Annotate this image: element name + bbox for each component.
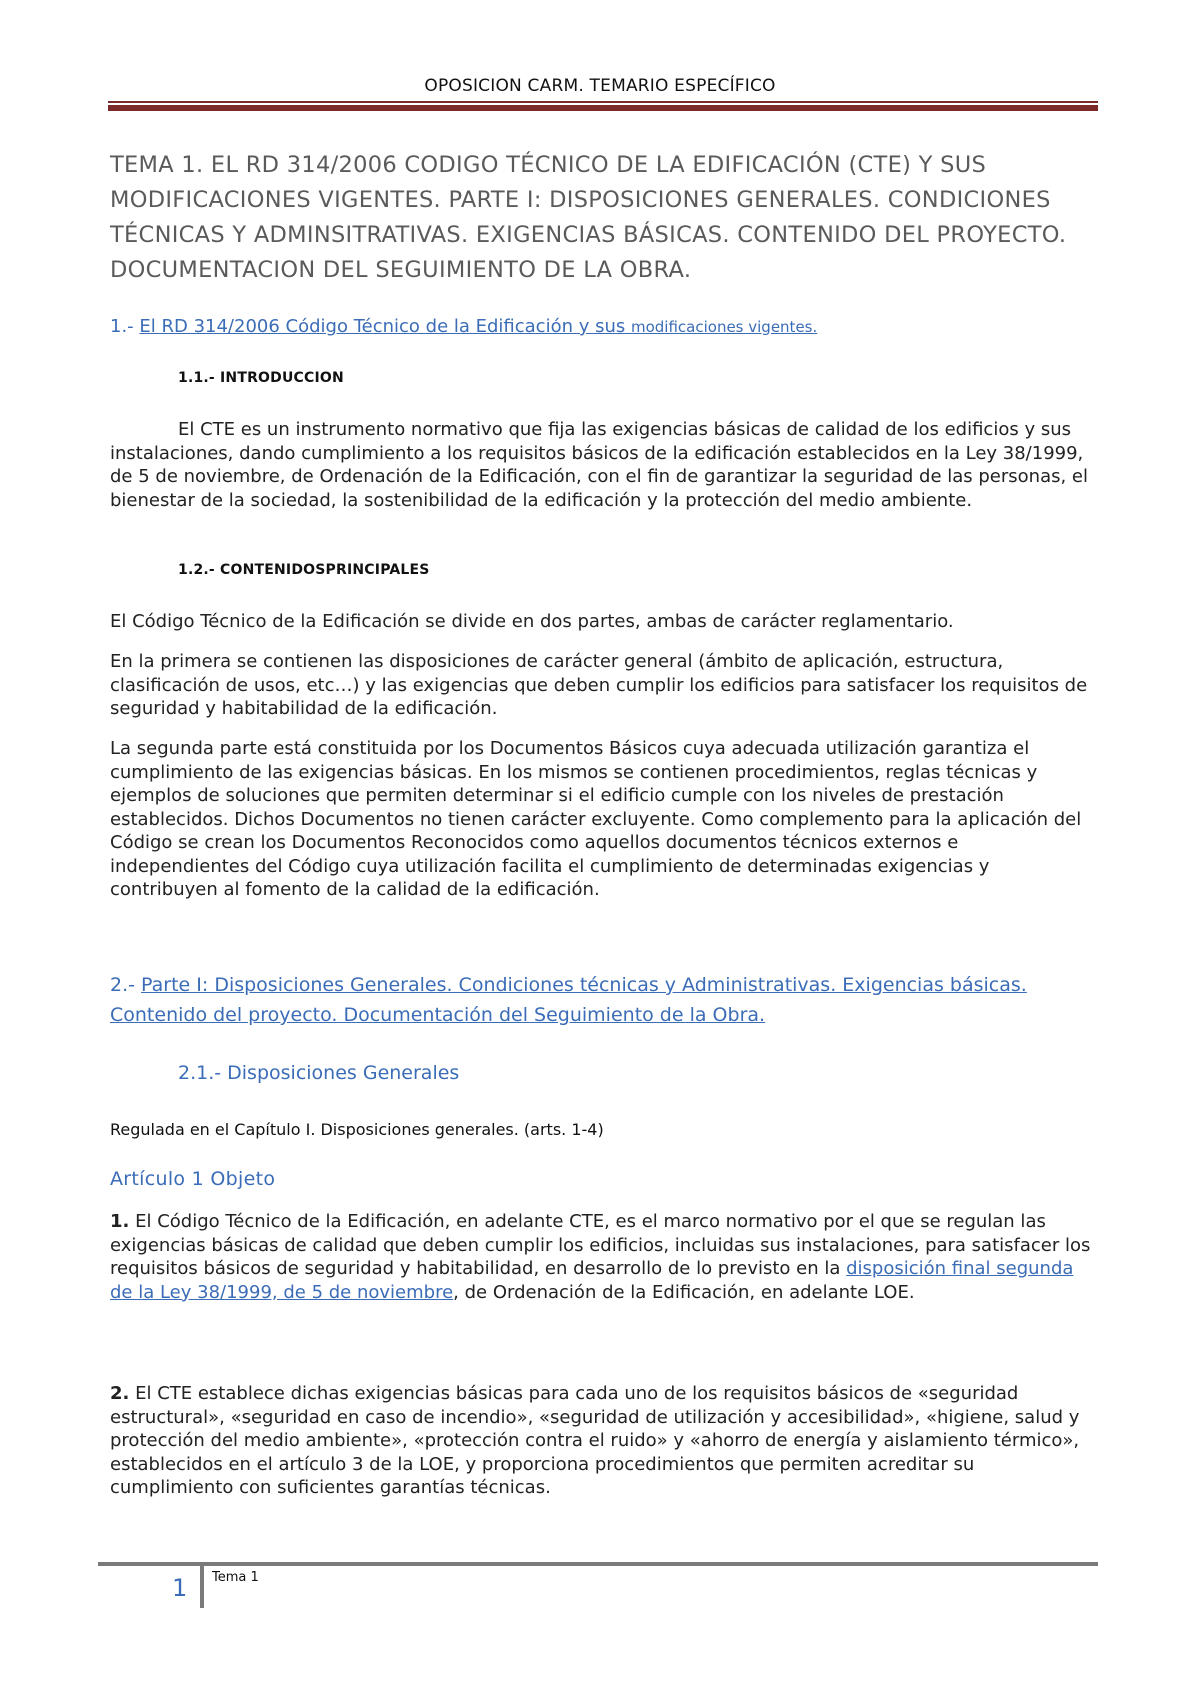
running-header: OPOSICION CARM. TEMARIO ESPECÍFICO — [424, 76, 776, 96]
subsection-2-1-heading: 2.1.- Disposiciones Generales — [178, 1062, 460, 1084]
section-2-link[interactable]: Parte I: Disposiciones Generales. Condiciones técnicas y Administrativas. Exigencias básicas. Contenido del proyecto. Documentación del Seguimiento de la Obra. — [110, 974, 1027, 1026]
page-number: 1 — [172, 1574, 188, 1602]
article-1-p2-text: El CTE establece dichas exigencias básicas para cada uno de los requisitos básicos de «seguridad estructural», «seguridad en caso de incendio», «seguridad de utilización y accesibilidad», «higiene, salud y protección del medio ambiente», «protección contra el ruido» y «ahorro de energía y aislamiento térmico», establecidos en el artículo 3 de la LOE, y proporciona procedimientos que permiten acreditar su cumplimiento con suficientes garantías técnicas. — [110, 1383, 1080, 1498]
header-rule-thick — [108, 105, 1098, 111]
section-1-number: 1.- — [110, 316, 140, 337]
section-1-link-main: El RD 314/2006 Código Técnico de la Edificación y sus — [139, 316, 631, 337]
article-1-p1-text-after: , de Ordenación de la Edificación, en adelante LOE. — [453, 1281, 915, 1303]
subsection-1-2-heading: 1.2.- CONTENIDOSPRINCIPALES — [178, 562, 430, 578]
article-1-paragraph-2 — [110, 1382, 1100, 1500]
document-title: TEMA 1. EL RD 314/2006 CODIGO TÉCNICO DE LA EDIFICACIÓN (CTE) Y SUS MODIFICACIONES VIGENTES. PARTE I: DISPOSICIONES GENERALES. CONDICIONES TÉCNICAS Y ADMINSITRATIVAS. EXIGENCIAS BÁSICAS. CONTENIDO DEL PROYECTO. DOCUMENTACION DEL SEGUIMIENTO DE LA OBRA. — [110, 152, 1067, 283]
article-1-heading: Artículo 1 Objeto — [110, 1168, 276, 1190]
footer-label: Tema 1 — [212, 1570, 259, 1585]
footer-divider — [200, 1566, 204, 1608]
article-1-p1-number: 1. — [110, 1211, 130, 1232]
content-paragraph-2: En la primera se contienen las disposiciones de carácter general (ámbito de aplicación, estructura, clasificación de usos, etc…) y las exigencias que deben cumplir los edificios para satisfacer los requisitos de seguridad y habitabilidad de la edificación. — [110, 651, 1088, 719]
section-1-heading — [110, 316, 817, 337]
content-paragraph-1: El Código Técnico de la Edificación se divide en dos partes, ambas de carácter reglamentario. — [110, 611, 954, 632]
loe-link[interactable]: disposición final segunda de la Ley 38/1999, de 5 de noviembre — [110, 1258, 1074, 1303]
header-rule-thin — [108, 101, 1098, 103]
article-1-p1-text-before: El Código Técnico de la Edificación, en adelante CTE, es el marco normativo por el que se regulan las exigencias básicas de calidad que deben cumplir los edificios, incluidas sus instalaciones, para satisfacer los requisitos básicos de seguridad y habitabilidad, en desarrollo de lo previsto en la — [110, 1211, 1091, 1279]
section-2-number: 2.- — [110, 974, 142, 996]
subsection-1-1-heading: 1.1.- INTRODUCCION — [178, 370, 344, 386]
content-paragraph-3: La segunda parte está constituida por los Documentos Básicos cuya adecuada utilización garantiza el cumplimiento de las exigencias básicas. En los mismos se contienen procedimientos, reglas técnicas y ejemplos de soluciones que permiten determinar si el edificio cumple con los niveles de prestación establecidos. Dichos Documentos no tienen carácter excluyente. Como complemento para la aplicación del Código se crean los Documentos Reconocidos como aquellos documentos técnicos externos e independientes del Código cuya utilización facilita el cumplimiento de determinadas exigencias y contribuyen al fomento de la calidad de la edificación. — [110, 738, 1082, 900]
section-1-link-small: modificaciones vigentes. — [630, 318, 818, 336]
intro-paragraph: El CTE es un instrumento normativo que fija las exigencias básicas de calidad de los edificios y sus instalaciones, dando cumplimiento a los requisitos básicos de la edificación establecidos en la Ley 38/1999, de 5 de noviembre, de Ordenación de la Edificación, con el fin de garantizar la seguridad de las personas, el bienestar de la sociedad, la sostenibilidad de la edificación y la protección del medio ambiente. — [110, 419, 1089, 511]
regulada-line: Regulada en el Capítulo I. Disposiciones generales. (arts. 1-4) — [110, 1120, 604, 1139]
section-1-link[interactable] — [139, 316, 817, 337]
footer-rule — [98, 1562, 1098, 1566]
section-2-heading — [110, 970, 1100, 1030]
article-1-paragraph-1 — [110, 1210, 1100, 1304]
article-1-p2-number: 2. — [110, 1383, 130, 1404]
